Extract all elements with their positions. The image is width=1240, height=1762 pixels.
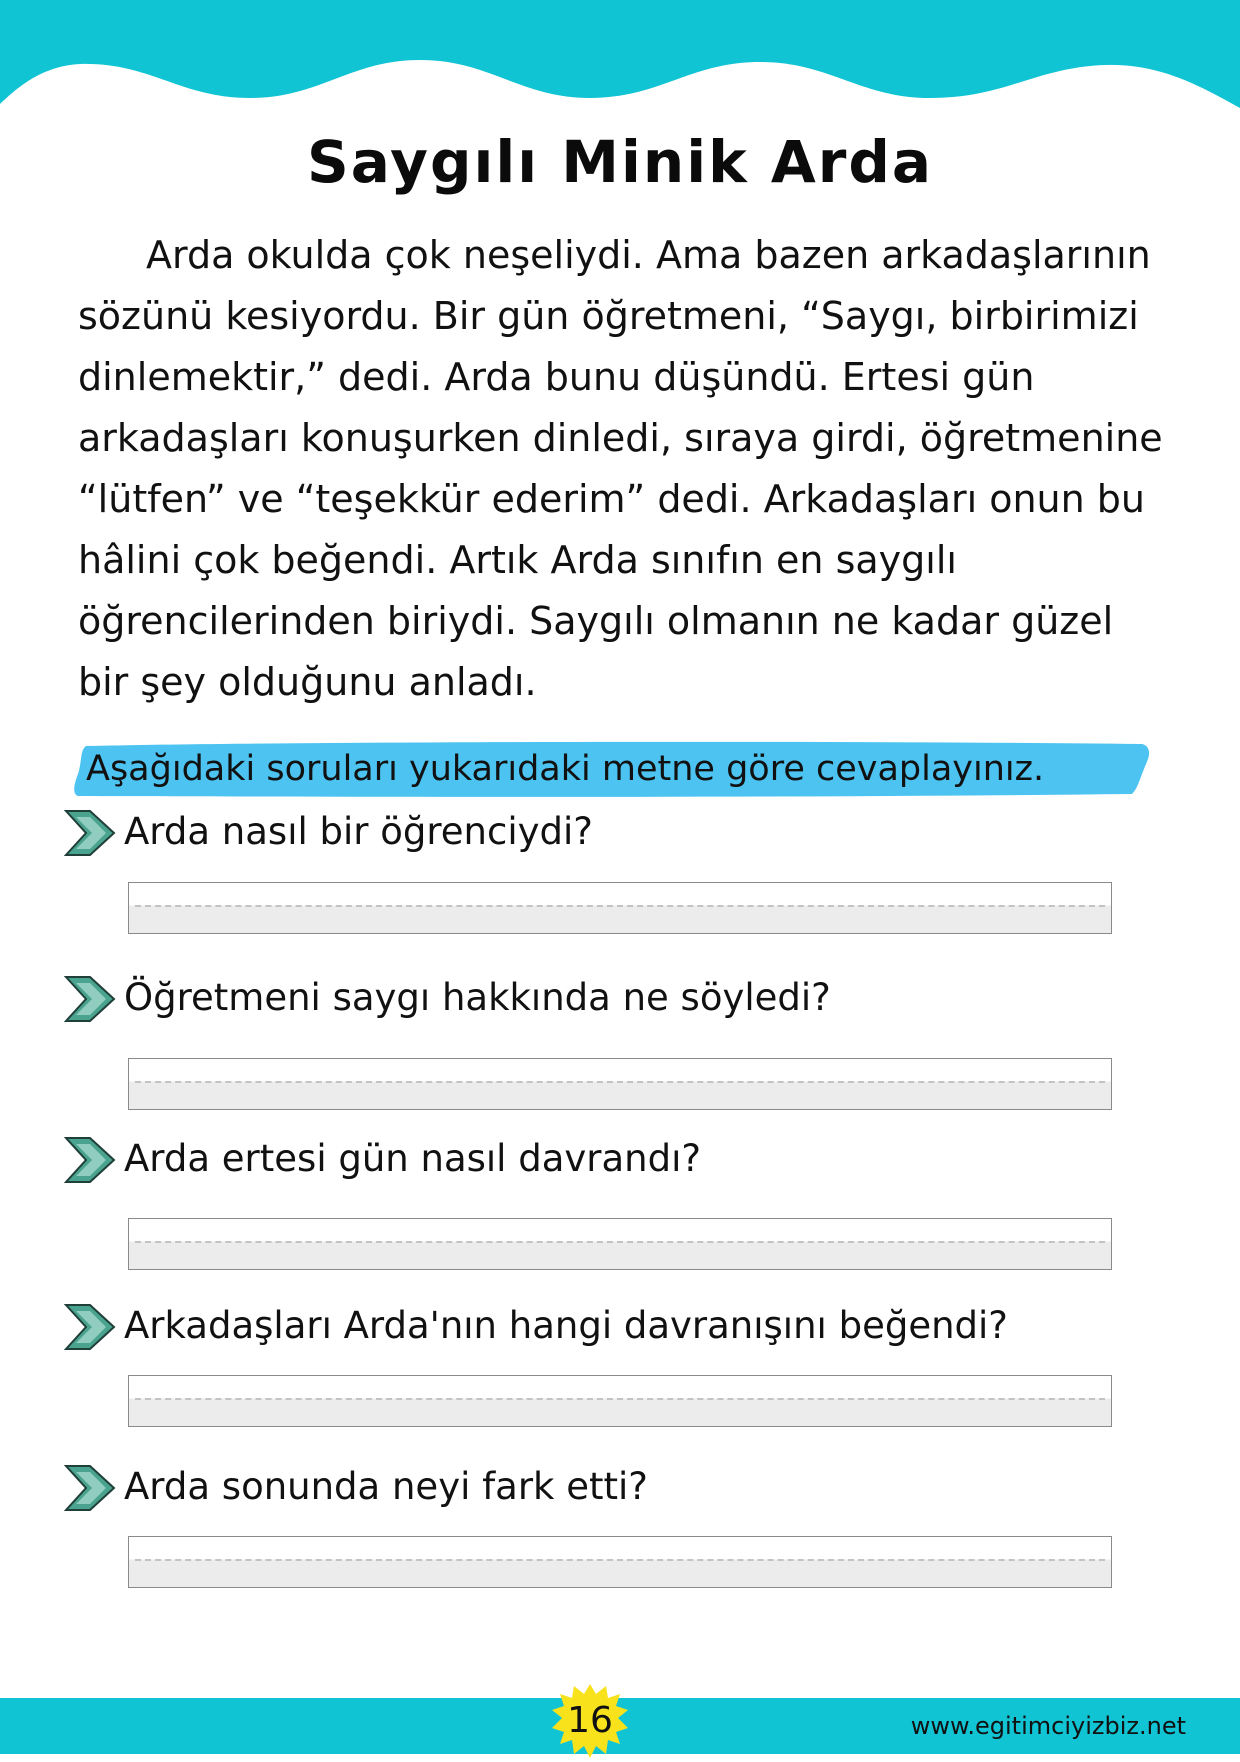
chevron-arrow-icon — [64, 809, 116, 857]
writing-guide-line — [135, 1398, 1105, 1400]
question-text: Öğretmeni saygı hakkında ne söyledi? — [124, 976, 831, 1019]
answer-field-3[interactable] — [128, 1218, 1112, 1270]
chevron-arrow-icon — [64, 975, 116, 1023]
answer-field-4[interactable] — [128, 1375, 1112, 1427]
question-text: Arkadaşları Arda'nın hangi davranışını beğendi? — [124, 1304, 1008, 1347]
story-paragraph — [78, 225, 1168, 713]
instruction-text: Aşağıdaki soruları yukarıdaki metne göre cevaplayınız. — [86, 749, 1045, 789]
question-2 — [64, 969, 1184, 1029]
answer-field-2[interactable] — [128, 1058, 1112, 1110]
answer-field-5[interactable] — [128, 1536, 1112, 1588]
writing-guide-line — [135, 905, 1105, 907]
page-title: Saygılı Minik Arda — [307, 128, 933, 196]
chevron-arrow-icon — [64, 1136, 116, 1184]
answer-field-1[interactable] — [128, 882, 1112, 934]
question-text: Arda ertesi gün nasıl davrandı? — [124, 1137, 702, 1180]
question-3 — [64, 1130, 1184, 1190]
story-text: Arda okulda çok neşeliydi. Ama bazen arkadaşlarının sözünü kesiyordu. Bir gün öğretmeni, “Saygı, birbirimizi dinlemektir,” dedi. Arda bunu düşündü. Ertesi gün arkadaşları konuşurken dinledi, sıraya girdi, öğretmenine “lütfen” ve “teşekkür ederim” dedi. Arkadaşları onun bu hâlini çok beğendi. Artık Arda sınıfın en saygılı öğrencilerinden biriydi. Saygılı olmanın ne kadar güzel bir şey olduğunu anladı. — [78, 233, 1163, 704]
top-wave-decoration — [0, 0, 1240, 110]
question-5 — [64, 1458, 1184, 1518]
writing-guide-line — [135, 1559, 1105, 1561]
chevron-arrow-icon — [64, 1464, 116, 1512]
question-1 — [64, 803, 1184, 863]
page-number: 16 — [567, 1700, 613, 1741]
question-4 — [64, 1297, 1184, 1357]
question-text: Arda sonunda neyi fark etti? — [124, 1465, 648, 1508]
writing-guide-line — [135, 1241, 1105, 1243]
writing-guide-line — [135, 1081, 1105, 1083]
website-link[interactable]: www.egitimciyizbiz.net — [910, 1712, 1186, 1740]
chevron-arrow-icon — [64, 1303, 116, 1351]
instruction-banner — [72, 740, 1152, 798]
question-text: Arda nasıl bir öğrenciydi? — [124, 810, 593, 853]
